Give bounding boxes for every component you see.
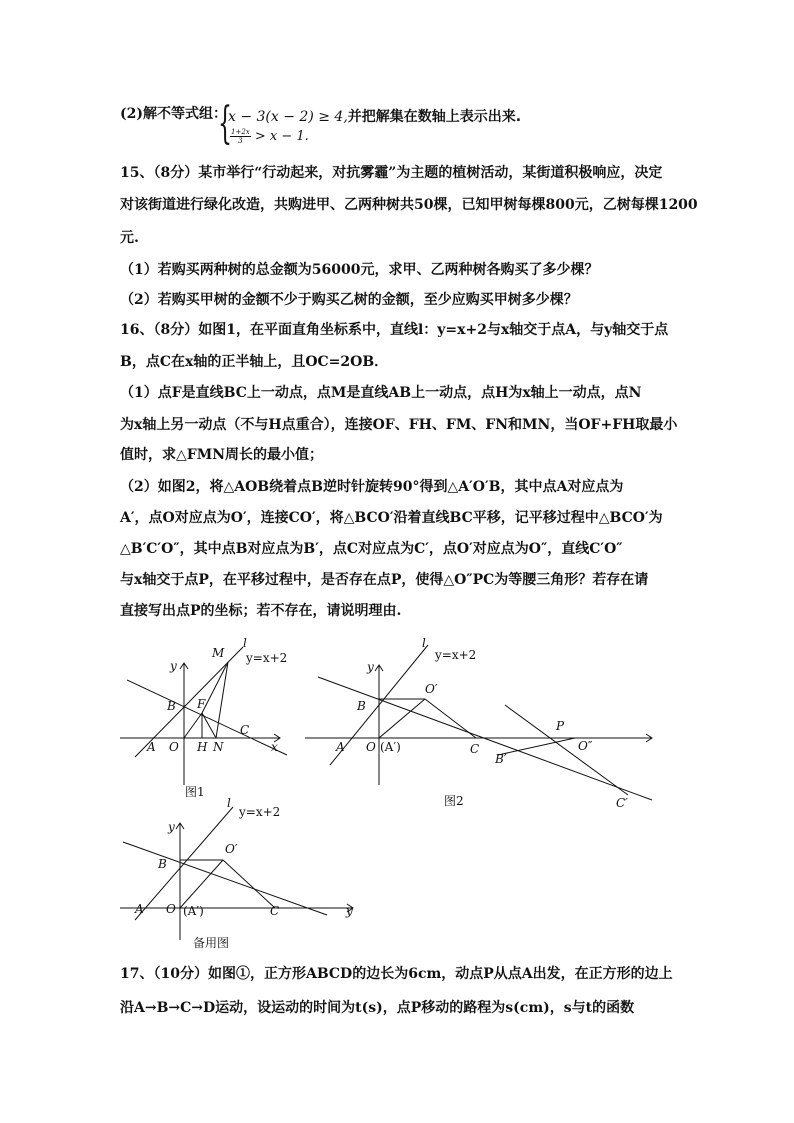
label-o: O — [366, 740, 376, 754]
q15-sub2: （2）若购买甲树的金额不少于购买乙树的金额，至少应购买甲树多少棵？ — [120, 292, 578, 308]
label-p: P — [556, 719, 565, 733]
figure-3 — [115, 795, 365, 955]
segment-fn — [202, 713, 216, 738]
q16-p1-line1: （1）点F是直线BC上一动点，点M是直线AB上一动点，点H为x轴上一动点，点N — [120, 385, 642, 401]
label-l: l — [243, 636, 247, 650]
figure-1 — [115, 635, 300, 805]
label-b: B — [167, 699, 176, 713]
q16-line2: B，点C在x轴的正半轴上，且OC=2OB． — [120, 354, 389, 370]
label-a1: (A′) — [183, 904, 204, 918]
label-y: y — [168, 820, 175, 834]
label-a: A — [135, 902, 144, 916]
label-c: C — [270, 904, 280, 918]
label-x: x — [271, 740, 278, 754]
figure-2-lines — [305, 645, 652, 800]
label-y-axis-end: y — [346, 904, 353, 918]
label-o2: O″ — [578, 739, 593, 753]
label-o1: O′ — [225, 842, 238, 856]
label-h: H — [197, 740, 208, 754]
label-o1: O′ — [425, 682, 438, 696]
brace-icon: { — [218, 98, 232, 149]
q16-p2-line1: （2）如图2，将△AOB绕着点B逆时针旋转90°得到△A′O′B，其中点A对应点为 — [120, 479, 624, 495]
q17-line2: 沿A→B→C→D运动，设运动的时间为t(s)，点P移动的路程为s(cm)，s与t的函数 — [120, 1000, 635, 1016]
figure-1-caption: 图1 — [185, 785, 205, 799]
label-o: O — [166, 902, 176, 916]
label-y: y — [170, 659, 177, 673]
q16-p2-line3: △B′C′O″，其中点B对应点为B′，点C对应点为C′，点O′对应点为O″，直线C′O″ — [120, 541, 623, 557]
q14-part2-label: (2)解不等式组： — [120, 106, 227, 122]
inequality-system — [218, 98, 538, 150]
label-a1: (A′) — [380, 740, 401, 754]
label-equation: y=x+2 — [435, 648, 477, 662]
q16-line1: 16、（8分）如图1，在平面直角坐标系中，直线l：y=x+2与x轴交于点A，与y轴交于点 — [120, 322, 669, 338]
line-c1o2 — [505, 705, 628, 795]
label-b: B — [158, 857, 167, 871]
figure-1-lines — [120, 647, 287, 785]
label-b: B — [357, 699, 366, 713]
segment-o1c — [223, 860, 275, 908]
segment-o1c — [425, 699, 476, 738]
label-y: y — [367, 660, 374, 674]
q16-p1-line3: 值时，求△FMN周长的最小值； — [120, 447, 323, 463]
label-n: N — [213, 740, 224, 754]
q16-p2-line5: 直接写出点P的坐标；若不存在，请说明理由. — [120, 603, 402, 619]
label-b1: B′ — [495, 752, 507, 766]
label-equation: y=x+2 — [239, 805, 281, 819]
label-a: A — [336, 740, 345, 754]
label-o: O — [169, 740, 179, 754]
q15-line3: 元. — [120, 230, 139, 246]
figure-3-caption: 备用图 — [193, 936, 230, 950]
figure-3-lines — [120, 807, 353, 940]
q15-sub1: （1）若购买两种树的总金额为56000元，求甲、乙两种树各购买了多少棵？ — [120, 262, 599, 278]
q15-line2: 对该街道进行绿化改造，共购进甲、乙两种树共50棵，已知甲树每棵800元，乙树每棵1200 — [120, 197, 698, 213]
segment-a1o1 — [379, 699, 425, 738]
segment-of — [184, 713, 202, 738]
label-equation: y=x+2 — [246, 651, 288, 665]
label-a: A — [147, 740, 156, 754]
inequality-instruction: 并把解集在数轴上表示出来. — [347, 109, 522, 125]
label-f: F — [197, 697, 206, 711]
q15-line1: 15、（8分）某市举行“行动起来，对抗雾霾”为主题的植树活动，某街道积极响应，决定 — [120, 165, 663, 181]
inequality-2: $\frac{1+2x}{3}$ > x − 1. — [231, 128, 309, 145]
q16-p2-line4: 与x轴交于点P，在平移过程中，是否存在点P，使得△O″PC为等腰三角形？若存在请 — [120, 572, 649, 588]
label-l: l — [227, 796, 231, 810]
segment-b1o2 — [498, 738, 575, 755]
segment-a1o1 — [180, 860, 223, 908]
label-m: M — [212, 646, 225, 660]
label-c1: C′ — [616, 796, 628, 810]
q17-line1: 17、（10分）如图①，正方形ABCD的边长为6cm，动点P从点A出发，在正方形的边上 — [120, 966, 673, 982]
label-c: C — [470, 742, 480, 756]
figure-2-caption: 图2 — [444, 794, 464, 808]
label-c: C — [240, 723, 250, 737]
label-l: l — [422, 636, 426, 650]
q16-p2-line2: A′，点O对应点为O′，连接CO′，将△BCO′沿着直线BC平移，记平移过程中△BCO′为 — [120, 510, 663, 526]
q16-p1-line2: 为x轴上另一动点（不与H点重合），连接OF、FH、FM、FN和MN，当OF+FH取最小 — [120, 417, 678, 433]
inequality-1: x − 3(x − 2) ≥ 4,并把解集在数轴上表示出来. — [228, 109, 522, 125]
figure-2 — [300, 635, 665, 815]
